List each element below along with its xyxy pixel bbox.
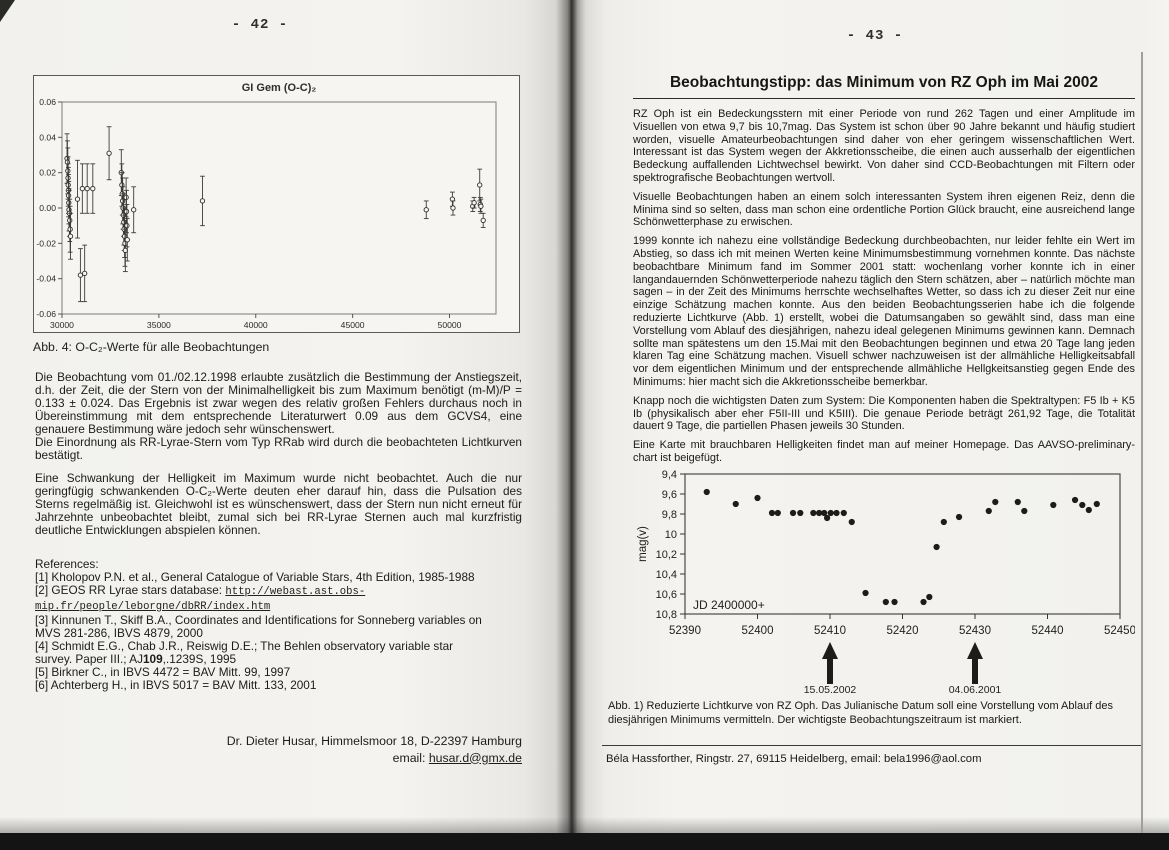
svg-text:52390: 52390 bbox=[669, 625, 701, 637]
reference-text: [3] Kinnunen T., Skiff B.A., Coordinates and Identifications for Sonneberg variables on bbox=[35, 613, 482, 627]
reference-text: [1] Kholopov P.N. et al., General Catalogue of Variable Stars, 4th Edition, 1985-1988 bbox=[35, 570, 475, 584]
svg-text:15.05.2002: 15.05.2002 bbox=[803, 684, 857, 695]
svg-text:9,8: 9,8 bbox=[661, 508, 677, 521]
figure-1-lightcurve bbox=[600, 462, 1135, 695]
page-43-content bbox=[600, 0, 1145, 850]
reference-item bbox=[35, 640, 522, 666]
svg-text:52440: 52440 bbox=[1031, 625, 1064, 637]
oc-chart-svg bbox=[34, 76, 519, 332]
svg-text:-0.06: -0.06 bbox=[36, 309, 56, 319]
svg-text:10,8: 10,8 bbox=[655, 608, 677, 621]
author-email-line bbox=[35, 750, 522, 767]
svg-text:9,4: 9,4 bbox=[661, 468, 677, 481]
svg-text:10: 10 bbox=[664, 528, 677, 541]
contact-footer: Béla Hassforther, Ringstr. 27, 69115 Heidelberg, email: bela1996@aol.com bbox=[606, 753, 982, 765]
reference-url: mip.fr/people/leborgne/dbRR/index.htm bbox=[35, 601, 271, 613]
svg-text:GI Gem (O-C)₂: GI Gem (O-C)₂ bbox=[241, 82, 317, 94]
book-gutter-shadow bbox=[556, 0, 586, 834]
reference-text: 109 bbox=[142, 652, 163, 666]
reference-text: survey. Paper III.; AJ bbox=[35, 652, 143, 666]
reference-text: ,.1239S, 1995 bbox=[162, 652, 237, 666]
svg-text:52400: 52400 bbox=[741, 625, 774, 637]
reference-item bbox=[35, 584, 522, 614]
references-heading: References: bbox=[35, 557, 99, 571]
svg-text:40000: 40000 bbox=[243, 320, 268, 330]
svg-text:30000: 30000 bbox=[50, 320, 74, 330]
email-label: email: bbox=[392, 750, 429, 765]
svg-text:52430: 52430 bbox=[959, 625, 991, 637]
page-edge-line bbox=[1141, 52, 1143, 833]
svg-text:9,6: 9,6 bbox=[661, 488, 677, 501]
reference-text: [5] Birkner C., in IBVS 4472 = BAV Mitt. 99, 1997 bbox=[35, 665, 291, 679]
svg-text:52450: 52450 bbox=[1104, 625, 1135, 637]
svg-text:0.06: 0.06 bbox=[39, 97, 56, 107]
reference-text: [2] GEOS RR Lyrae stars database: bbox=[35, 583, 226, 597]
reference-item bbox=[35, 679, 522, 692]
article-title: Beobachtungstipp: das Minimum von RZ Oph im Mai 2002 bbox=[633, 74, 1135, 99]
reference-url: http://webast.ast.obs- bbox=[225, 586, 366, 598]
paragraph: Eine Schwankung der Helligkeit im Maximum wurde nicht beobachtet. Auch die nur geringfügig schwankenden O-C₂-Werte deuten eher darauf hin, dass die Pulsation des Sterns regelmäßig ist. Gleichwohl ist es wünschenswert, dass der Stern nun nicht erneut für Jahrzehnte unbeobachtet bleibt, zumal sich bei RR-Lyrae Sternen auch mal kurzfristig deutliche Entwicklungen abspielen können. bbox=[35, 471, 522, 537]
svg-text:04.06.2001: 04.06.2001 bbox=[948, 684, 1002, 695]
author-email: husar.d@gmx.de bbox=[428, 750, 522, 765]
left-body-text bbox=[35, 371, 522, 692]
left-paragraphs bbox=[35, 371, 522, 537]
right-body-text bbox=[633, 108, 1135, 471]
paragraph: 1999 konnte ich nahezu eine vollständige Bedeckung durchbeobachten, nur leider fehlte ein Wert im Abstieg, so dass ich mit meinen Werten keine Minimumsbestimmung vornehmen konnte. Das nächste beobachtbare Minimum fand im Sommer 2001 statt: wochenlang vorher konnte ich in einer langandauernden Schönwetterperiode nahezu täglich den Stern schätzen, aber – natürlich möchte man sagen – in der Zeit des Minimums herrschte wechselhaftes Wetter, so dass ich zu dieser Zeit nur eine einzige Schätzung machen konnte. Aus den beiden Beobachtungsserien habe ich die folgende reduzierte Lichtkurve (Abb. 1) erstellt, wobei die Datumsangaben so gewählt sind, dass man eine Vorstellung vom Ablauf des diesjährigen, nahezu ideal gelegenen Minimums gewinnen kann. Demnach sollte man spätestens um den 15.Mai mit den Beobachtungen beginnen und etwa 20 Tage lang jeden klaren Tag eine Schätzung machen. Visuell schwer nachzuweisen ist der allmähliche Helligkeitsabfall vor dem eigentlichen Minimum und der entsprechende allmähliche Hellgkeitsanstieg gegen Ende des Minimums: hier macht sich die Akkretionsscheibe bemerkbar. bbox=[633, 235, 1135, 388]
lightcurve-chart-svg bbox=[600, 462, 1135, 695]
author-signature bbox=[35, 733, 522, 766]
paragraph: Die Einordnung als RR-Lyrae-Stern vom Typ RRab wird durch die beobachteten Lichtkurven bestätigt. bbox=[35, 435, 522, 462]
page-42 bbox=[0, 0, 570, 850]
svg-text:-0.04: -0.04 bbox=[36, 273, 56, 284]
svg-text:50000: 50000 bbox=[437, 320, 462, 330]
svg-text:0.04: 0.04 bbox=[39, 132, 56, 143]
figure-4-oc-diagram bbox=[33, 75, 520, 333]
page-number-right: - 43 - bbox=[846, 28, 904, 44]
page-43 bbox=[570, 0, 1169, 850]
figure-4-caption: Abb. 4: O-C₂-Werte für alle Beobachtungen bbox=[33, 340, 270, 354]
svg-text:45000: 45000 bbox=[340, 320, 365, 330]
svg-text:52410: 52410 bbox=[814, 625, 846, 637]
svg-text:0.02: 0.02 bbox=[39, 167, 56, 178]
paragraph: Visuelle Beobachtungen haben an einem solch interessanten System ihren eigenen Reiz, denn die Minima sind so selten, dass man schon eine ordentliche Portion Glück braucht, eine ausreichend lange Schönwetterphase zu erwischen. bbox=[633, 190, 1135, 229]
figure-1-caption: Abb. 1) Reduzierte Lichtkurve von RZ Oph. Das Julianische Datum soll eine Vorstellung vom Ablauf des diesjährigen Minimums vermitteln. Der wichtigste Beobachtungszeitraum ist markiert. bbox=[608, 700, 1114, 726]
paragraph: Die Beobachtung vom 01./02.12.1998 erlaubte zusätzlich die Bestimmung der Anstiegszeit, d.h. der Zeit, die der Stern von der Minimalhelligkeit bis zum Maximum benötigt (m-M)/P = 0.133 ± 0.024. Das Ergebnis ist zwar wegen des relativ großen Fehlers durchaus noch in Übereinstimmung mit dem entsprechende Literaturwert 0.09 aus dem GCVS4, eine genauere Bestimmung wäre jedoch sehr wünschenswert. bbox=[35, 370, 522, 436]
reference-text: [6] Achterberg H., in IBVS 5017 = BAV Mitt. 133, 2001 bbox=[35, 678, 317, 692]
page-number-left: - 42 - bbox=[231, 17, 289, 33]
reference-text: MVS 281-286, IBVS 4879, 2000 bbox=[35, 626, 203, 640]
scan-bottom-shadow bbox=[0, 817, 1169, 833]
footer-divider bbox=[602, 745, 1142, 746]
scan-bottom-edge bbox=[0, 833, 1169, 850]
svg-text:10,4: 10,4 bbox=[655, 568, 677, 581]
paragraph: Knapp noch die wichtigsten Daten zum System: Die Komponenten haben die Spektraltypen: F5 Ib + K5 Ib (physikalisch aber eher F5II-III und K5III). Die genaue Periode beträgt 261,92 Tage, die Totalität dauert 9 Tage, die partiellen Phasen jeweils 30 Stunden. bbox=[633, 394, 1135, 433]
svg-text:10,2: 10,2 bbox=[655, 548, 677, 561]
svg-text:JD 2400000+: JD 2400000+ bbox=[693, 598, 765, 612]
references-list bbox=[35, 571, 522, 692]
paragraph: Eine Karte mit brauchbaren Helligkeiten findet man auf meiner Homepage. Das AAVSO-preliminary-chart ist beigefügt. bbox=[633, 439, 1135, 464]
paragraph: RZ Oph ist ein Bedeckungsstern mit einer Periode von rund 262 Tagen und einer Amplitude im Visuellen von etwa 9,7 bis 10,7mag. Das System ist schon über 90 Jahre bekannt und häufig studiert worden, visuelle Amateurbeobachtungen sind daher von eher geringem wissenschaftlichen Wert. Interessant ist das System wegen der Akkretionsscheibe, die einen auch ausserhalb der eigentlichen Bedeckung auffallenden Lichtwechsel bewirkt. Von daher sind CCD-Beobachtungen mit Filtern oder spektrografische Beobachtungen wertvoll. bbox=[633, 108, 1135, 184]
svg-text:52420: 52420 bbox=[886, 625, 919, 637]
svg-text:10,6: 10,6 bbox=[655, 588, 677, 601]
author-address: Dr. Dieter Husar, Himmelsmoor 18, D-22397 Hamburg bbox=[226, 734, 522, 748]
svg-text:mag(v): mag(v) bbox=[637, 526, 649, 562]
svg-text:-0.02: -0.02 bbox=[36, 238, 56, 249]
svg-text:35000: 35000 bbox=[146, 320, 171, 330]
svg-text:0.00: 0.00 bbox=[39, 203, 56, 213]
reference-text: [4] Schmidt E.G., Chab J.R., Reiswig D.E.; The Behlen observatory variable star bbox=[35, 639, 454, 653]
reference-item bbox=[35, 614, 522, 640]
